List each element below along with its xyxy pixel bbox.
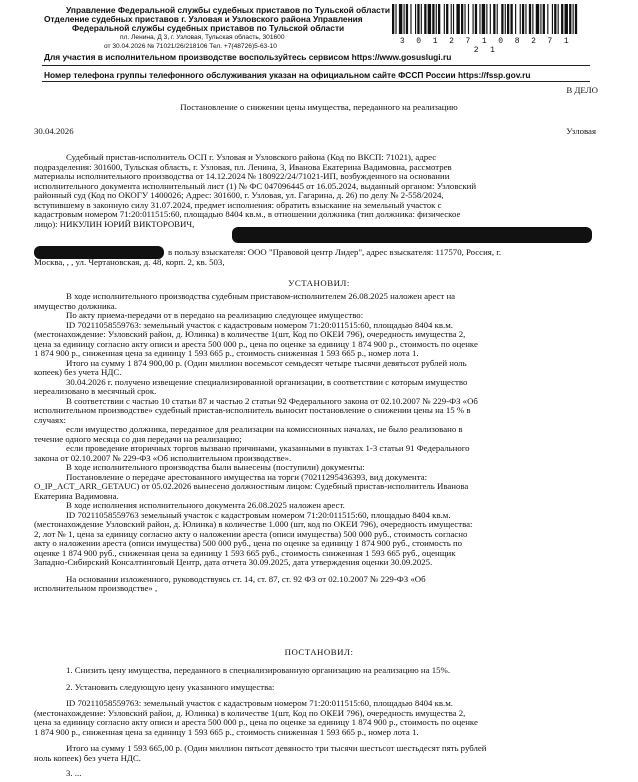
resolution-line: ноль копеек) без учета НДС. bbox=[34, 752, 141, 763]
barcode-bar bbox=[428, 4, 431, 34]
body-line: исполнительном производстве» судебный пристав-исполнитель выносит постановление о снижении цены на 15 % в bbox=[34, 405, 471, 415]
barcode-bar bbox=[520, 4, 521, 34]
body-line: нереализовано в месячный срок. bbox=[34, 386, 157, 396]
body-line: O_IP_ACT_ARR_GETAUC) от 05.02.2026 вынесено должностным лицом: Судебный пристав-исполнитель Иванова bbox=[34, 481, 469, 491]
barcode-bar bbox=[532, 4, 533, 34]
barcode-bar bbox=[507, 4, 509, 34]
barcode-bar bbox=[473, 4, 474, 34]
barcode-bar bbox=[515, 4, 516, 34]
barcode-bar bbox=[475, 4, 477, 34]
barcode-bar bbox=[436, 4, 437, 34]
barcode-bar bbox=[569, 4, 571, 34]
barcode-bar bbox=[522, 4, 524, 34]
body-line: Итого на сумму 1 874 900,00 р. (Один миллион восемьсот семьдесят четыре тысячи девятьсот рублей ноль bbox=[66, 357, 467, 368]
body-line: (местонахождение Узловский район, д. Юлинка) в количестве 1.000 (шт, код по ОКЕИ 796), очередность имущества: bbox=[34, 519, 473, 529]
header-divider-2 bbox=[42, 81, 590, 82]
intro-line: кадастровым номером 71:20:011515:60, площадью 8404 кв.м., в отношении должника (тип должника: физическое bbox=[34, 209, 461, 219]
body-line: ID 70211058559763: земельный участок с кадастровым номером 71:20:011515:60, площадью 8404 кв.м. bbox=[66, 319, 454, 330]
body-line: 2, лот № 1, цена за единицу согласно акту о наложении ареста (описи имущества) 500 000 руб., стоимость согласно bbox=[34, 528, 468, 539]
barcode-bar bbox=[399, 4, 402, 34]
barcode-bar bbox=[547, 4, 548, 34]
body-line: 30.04.2026 г. получено извещение специализированной организации, в соответствии с которым имущество bbox=[66, 376, 468, 387]
intro-line: исполнительного документа исполнительный лист (1) № ФС 047096445 от 16.05.2024, выданный органом: Узловский bbox=[34, 180, 477, 191]
barcode-bar bbox=[468, 4, 469, 34]
intro-line: лицо): НИКУЛИН ЮРИЙ ВИКТОРОВИЧ, bbox=[34, 218, 195, 229]
resolution-line: 1 874 900 р., сниженная цена за единицу 1 593 665 р., стоимость сниженная 1 593 665 р., номер лота 1. bbox=[34, 726, 419, 737]
document-date: 30.04.2026 bbox=[34, 126, 74, 136]
barcode-bar bbox=[444, 4, 445, 34]
resolution-line: 1. Снизить цену имущества, переданного в специализированную организацию на реализацию на 15%. bbox=[66, 665, 451, 675]
page-title: Постановление о снижении цены имущества, переданного на реализацию bbox=[180, 102, 458, 112]
body-line: Екатерина Вадимовна. bbox=[34, 490, 119, 501]
body-line: В ходе исполнения исполнительного документа 26.08.2025 наложен арест. bbox=[66, 500, 345, 510]
body-line: В ходе исполнительного производства судебным приставом-исполнителем 26.08.2025 наложен арест на bbox=[66, 291, 456, 301]
body-line: В соответствии с частью 10 статьи 87 и частью 2 статьи 92 Федерального закона от 02.10.2007 № 229-ФЗ «Об bbox=[66, 395, 478, 406]
body-line: Западно-Сибирский Консалтинговый Центр, дата отчета 30.09.2025, дата утверждения оценки 30.09.2025. bbox=[34, 557, 433, 567]
barcode bbox=[392, 4, 580, 34]
barcode-bar bbox=[497, 4, 498, 34]
section-ustanovil: УСТАНОВИЛ: bbox=[288, 278, 350, 288]
phone-note: Номер телефона группы телефонного обслуживания указан на официальном сайте ФССП России https://fssp.gov.ru bbox=[44, 70, 531, 80]
barcode-number: 3 0 1 2 7 1 0 8 2 7 1 2 1 bbox=[399, 37, 573, 55]
header-address: пл. Ленина, Д 3, г. Узловая, Тульская область, 301600 bbox=[120, 34, 285, 41]
body-line: цена за единицу согласно акту описи и ареста 500 000 р., цена по оценке за единицу 1 874 900 р., стоимость по оценке bbox=[34, 338, 478, 349]
gosuslugi-note: Для участия в исполнительном производстве воспользуйтесь сервисом https://www.gosuslugi.ru bbox=[44, 52, 452, 62]
body-line: если проведение вторичных торгов вызвано причинами, указанными в пунктах 1-3 статьи 91 Федерального bbox=[66, 443, 470, 453]
document-city: Узловая bbox=[566, 126, 596, 136]
barcode-bar bbox=[415, 4, 416, 34]
barcode-bar bbox=[543, 4, 545, 34]
barcode-bar bbox=[461, 4, 463, 34]
body-line: 1 874 900 р., сниженная цена за единицу 1 593 665 р., стоимость сниженная 1 593 665 р., номер лота 1. bbox=[34, 348, 419, 358]
barcode-bar bbox=[536, 4, 539, 34]
barcode-bar bbox=[575, 4, 577, 34]
body-line: случаях: bbox=[34, 414, 66, 425]
barcode-bar bbox=[558, 4, 559, 34]
body-text bbox=[34, 292, 589, 594]
v-delo-stamp: В ДЕЛО bbox=[566, 85, 598, 95]
body-line: Постановление о передаче арестованного имущества на торги (70211295436393, вид документа: bbox=[66, 471, 428, 482]
barcode-bar bbox=[410, 4, 411, 34]
barcode-bar bbox=[486, 4, 487, 34]
header-line-1: Управление Федеральной службы судебных приставов по Тульской области bbox=[66, 5, 391, 15]
barcode-bar bbox=[404, 4, 405, 34]
barcode-bar bbox=[482, 4, 485, 34]
body-line: В ходе исполнительного производства были вынесены (поступили) документы: bbox=[66, 462, 365, 472]
barcode-bar bbox=[438, 4, 440, 34]
barcode-bar bbox=[493, 4, 495, 34]
intro-paragraph bbox=[34, 153, 589, 229]
header-divider bbox=[42, 65, 590, 66]
recipient-line: в пользу взыскателя: ООО "Правовой центр Лидер", адрес взыскателя: 117570, Россия, г. bbox=[168, 247, 502, 257]
header-line-2: Отделение судебных приставов г. Узловая и Узловского района Управления bbox=[44, 14, 363, 24]
intro-line: вступившему в законную силу 31.07.2024, предмет исполнения: обратить взыскание на земельный участок с bbox=[34, 199, 442, 210]
resolution-line: ID 70211058559763: земельный участок с кадастровым номером 71:20:011515:60, площадью 8404 кв.м. bbox=[66, 698, 454, 708]
barcode-bar bbox=[540, 4, 541, 34]
body-line: акту о наложении ареста (описи имущества) 500 000 руб., цена по оценке за единицу 1 874 900 руб., стоимость по bbox=[34, 538, 463, 548]
header-contacts: от 30.04.2026 № 71021/26/218106 Тел. +7(48726)5-63-10 bbox=[104, 43, 277, 50]
resolution-line: (местонахождение: Узловский район, д. Юлинка) в количестве 1(шт, Код по ОКЕИ 796), очередность имущества 2, bbox=[34, 707, 466, 718]
barcode-bar bbox=[505, 4, 506, 34]
barcode-bar bbox=[490, 4, 491, 34]
redaction-block bbox=[232, 227, 592, 243]
barcode-bar bbox=[406, 4, 408, 34]
body-line: если имущество должника, переданное для реализации на комиссионных началах, не было реализовано в bbox=[66, 424, 463, 434]
barcode-bar bbox=[552, 4, 553, 34]
intro-line: Судебный пристав-исполнитель ОСП г. Узловая и Узловского района (Код по ВКСП: 71021), адрес bbox=[66, 152, 437, 162]
barcode-bar bbox=[573, 4, 574, 34]
resolution-text bbox=[34, 666, 589, 779]
resolution-line: Итого на сумму 1 593 665,00 р. (Один миллион пятьсот девяносто три тысячи шестьсот шестьдесят пять рублей bbox=[66, 743, 487, 753]
barcode-bar bbox=[453, 4, 454, 34]
barcode-bar bbox=[451, 4, 452, 34]
barcode-bar bbox=[561, 4, 563, 34]
barcode-bar bbox=[417, 4, 419, 34]
barcode-bar bbox=[525, 4, 526, 34]
resolution-line: цена за единицу согласно акту описи и ареста 500 000 р., цена по оценке за единицу 1 874 900 р., стоимость по оценке bbox=[34, 717, 478, 727]
barcode-bar bbox=[479, 4, 480, 34]
body-line: На основании изложенного, руководствуясь ст. 14, ст. 87, ст. 92 ФЗ от 02.10.2007 № 229-ФЗ «Об bbox=[66, 573, 426, 584]
intro-line: районный суд (Код по ОКОГУ 1400026; Адрес: 301600, г. Узловая, ул. Гагарина, д. 26) по делу № 2-558/2024, bbox=[34, 190, 444, 200]
body-line: (местонахождение: Узловский район, д. Юлинка) в количестве 1(шт, Код по ОКЕИ 796), очередность имущества 2, bbox=[34, 329, 466, 339]
body-line: имущество должника. bbox=[34, 300, 117, 311]
header-line-3: Федеральной службы судебных приставов по Тульской области bbox=[72, 23, 345, 33]
intro-line: материалы исполнительного производства от 14.12.2024 № 180922/24/71021-ИП, возбужденного на основании bbox=[34, 171, 450, 181]
body-line: По акту приема-передачи от в передано на реализацию следующее имущество: bbox=[66, 310, 364, 320]
body-line: копеек) без учета НДС. bbox=[34, 367, 122, 377]
barcode-bar bbox=[510, 4, 512, 34]
body-line: исполнительном производстве» , bbox=[34, 583, 158, 593]
barcode-bar bbox=[464, 4, 465, 34]
barcode-bar bbox=[395, 4, 396, 34]
resolution-line: 3. ... bbox=[66, 768, 82, 778]
recipient-line-2: Москва, , , ул. Чертановская, д. 48, корп. 2, кв. 503, bbox=[34, 257, 225, 267]
barcode-bar bbox=[424, 4, 426, 34]
resolution-line: 2. Установить следующую цену указанного имущества: bbox=[66, 681, 275, 692]
body-line: ID 70211058559763 земельный участок с кадастровым номером 71:20:011515:60, площадью 8404 кв.м. bbox=[66, 509, 451, 520]
barcode-bar bbox=[392, 4, 394, 34]
barcode-bar bbox=[554, 4, 556, 34]
body-line: закона от 02.10.2007 № 229-ФЗ «Об исполнительном производстве». bbox=[34, 452, 292, 463]
section-postanovil: ПОСТАНОВИЛ: bbox=[284, 647, 354, 657]
body-line: течение одного месяца со дня передачи на реализацию; bbox=[34, 433, 242, 444]
barcode-bar bbox=[446, 4, 448, 34]
barcode-bar bbox=[421, 4, 422, 34]
barcode-bar bbox=[432, 4, 434, 34]
intro-line: подразделения: 301600, Тульская область, г. Узловая, пл. Ленина, 3, Иванова Екатерина Вадимовна, рассмотрев bbox=[34, 161, 452, 172]
body-line: оценке 1 874 900 руб., сниженная цена за единицу 1 593 665 руб., стоимость сниженная 1 593 665 руб., оценщик bbox=[34, 547, 456, 558]
barcode-bar bbox=[501, 4, 503, 34]
barcode-bar bbox=[565, 4, 568, 34]
barcode-bar bbox=[529, 4, 531, 34]
barcode-bar bbox=[456, 4, 459, 34]
